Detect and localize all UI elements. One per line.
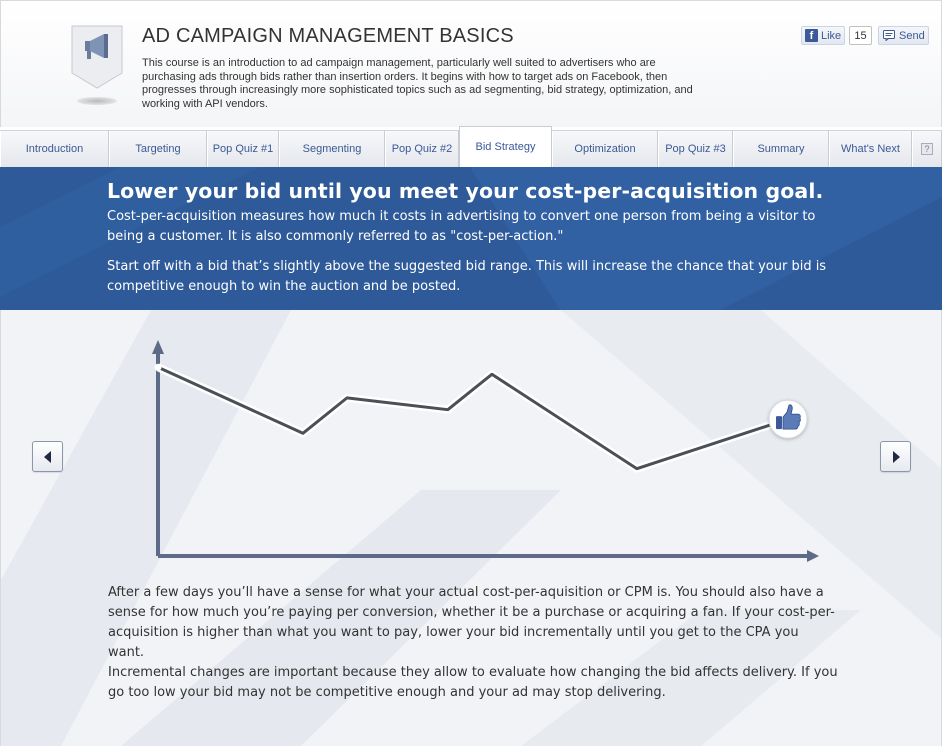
course-header <box>0 0 942 127</box>
banner-paragraph-1: Cost-per-acquisition measures how much it costs in advertising to convert one person from being a visitor to being a customer. It is also commonly referred to as "cost-per-action." <box>107 209 816 244</box>
chevron-left-icon <box>43 451 53 463</box>
tab-whats-next[interactable]: What's Next <box>829 131 912 167</box>
like-count: 15 <box>849 26 872 45</box>
tab-targeting[interactable]: Targeting <box>109 131 207 167</box>
tab-bid-strategy[interactable]: Bid Strategy <box>459 126 552 167</box>
lesson-banner <box>0 167 942 310</box>
badge-shadow <box>77 97 117 105</box>
series-halo <box>158 367 788 468</box>
bid-chart <box>1 310 942 580</box>
thumbs-up-icon <box>769 400 807 438</box>
course-description: This course is an introduction to ad campaign management, particularly well suited to advertisers who are purchasing ads through bids rather than insertion orders. It begins with how to target ads on Facebook, then progresses through increasingly more sophisticated topics such as ad segmenting, bid strategy, optimization, and working with API vendors. <box>142 57 693 110</box>
help-icon: ? <box>921 143 933 155</box>
tab-pop-quiz-2[interactable]: Pop Quiz #2 <box>385 131 459 167</box>
lesson-heading: Lower your bid until you meet your cost-per-acquisition goal. <box>107 179 824 203</box>
course-title: AD CAMPAIGN MANAGEMENT BASICS <box>142 25 514 47</box>
tab-pop-quiz-1[interactable]: Pop Quiz #1 <box>207 131 279 167</box>
tab-segmenting[interactable]: Segmenting <box>279 131 385 167</box>
send-icon <box>883 30 895 41</box>
y-axis-arrow <box>152 340 164 354</box>
content-paragraph-2: Incremental changes are important because they allow to evaluate how changing the bid affects delivery. If you go too low your bid may not be competitive enough and your ad may stop delivering. <box>108 665 838 700</box>
lesson-content <box>0 310 942 746</box>
chevron-right-icon <box>891 451 901 463</box>
tab-optimization[interactable]: Optimization <box>552 131 658 167</box>
facebook-send-button[interactable] <box>878 26 929 45</box>
next-button[interactable] <box>880 441 911 472</box>
facebook-like-button[interactable] <box>801 26 845 45</box>
course-tabs <box>0 130 942 167</box>
data-point <box>155 364 162 371</box>
tab-help[interactable] <box>912 131 942 167</box>
previous-button[interactable] <box>32 441 63 472</box>
megaphone-icon <box>71 25 123 89</box>
send-label: Send <box>899 29 925 42</box>
facebook-icon: f <box>805 29 818 42</box>
content-paragraph-1: After a few days you’ll have a sense for what your actual cost-per-aquisition or CPM is. You should also have a sense for how much you’re paying per conversion, whether it be a purchase or acquiring a fan. If your cost-per-acquisition is higher than what you want to pay, lower your bid incrementally until you get to the CPA you want. <box>108 585 835 660</box>
like-label: Like <box>821 29 842 42</box>
tab-summary[interactable]: Summary <box>733 131 829 167</box>
x-axis-arrow <box>807 550 819 562</box>
tab-pop-quiz-3[interactable]: Pop Quiz #3 <box>658 131 733 167</box>
banner-paragraph-2: Start off with a bid that’s slightly above the suggested bid range. This will increase the chance that your bid is competitive enough to win the auction and be posted. <box>107 259 827 294</box>
tab-introduction[interactable]: Introduction <box>0 131 109 167</box>
